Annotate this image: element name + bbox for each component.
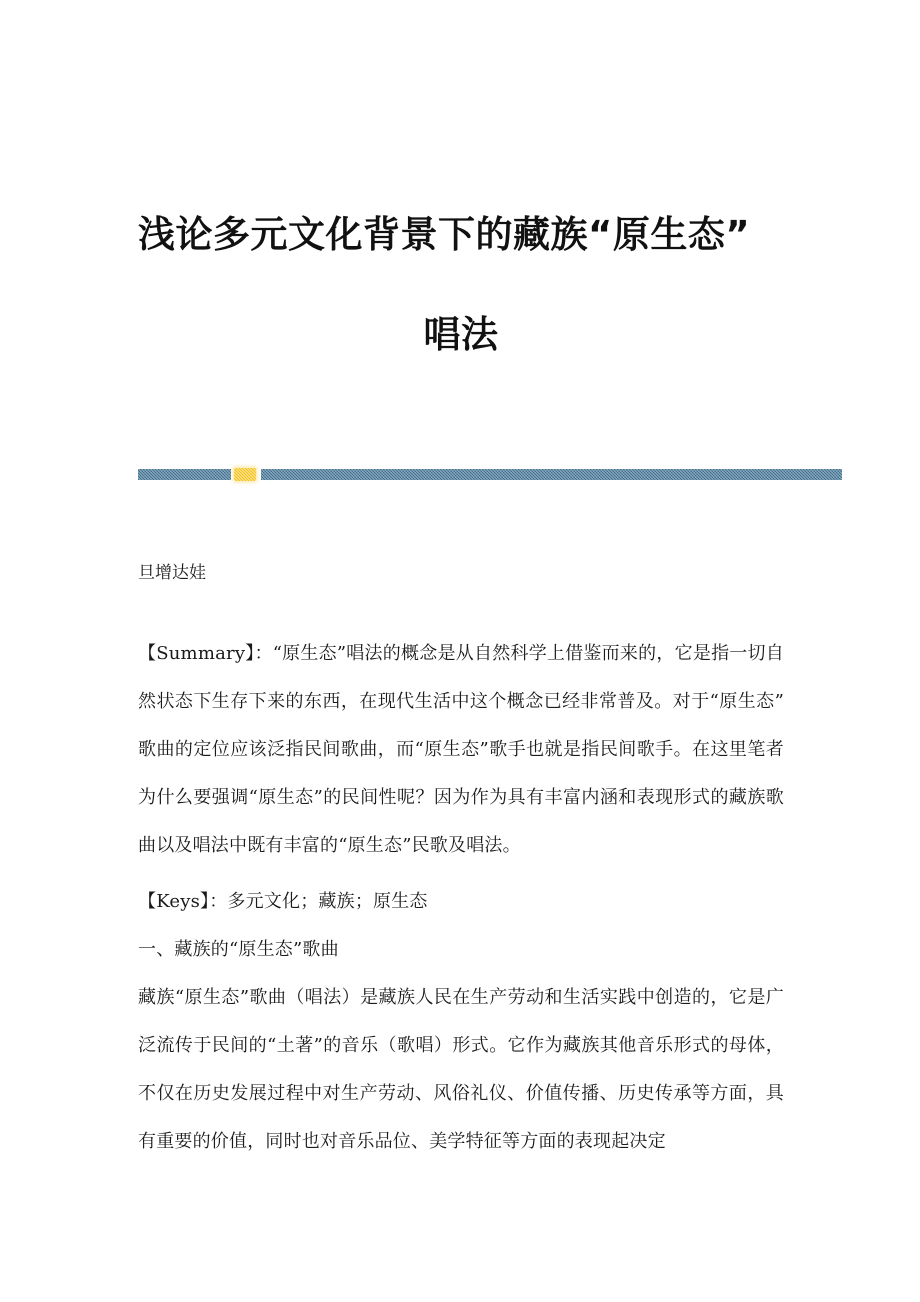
section-heading: 一、藏族的“原生态”歌曲 bbox=[138, 939, 339, 960]
page-title-line-2: 唱法 bbox=[423, 313, 499, 356]
divider-bar-left-segment bbox=[138, 469, 231, 480]
page-title-line-1: 浅论多元文化背景下的藏族“原生态” bbox=[138, 213, 751, 256]
gold-square-ornament-icon bbox=[234, 468, 256, 481]
author-name: 旦增达娃 bbox=[138, 563, 206, 583]
divider-bar-right-segment bbox=[261, 469, 842, 480]
body-paragraph: 藏族“原生态”歌曲（唱法）是藏族人民在生产劳动和生活实践中创造的，它是广泛流传于民间的“土著”的音乐（歌唱）形式。它作为藏族其他音乐形式的母体，不仅在历史发展过程中对生产劳动、风俗礼仪、价值传播、历史传承等方面，具有重要的价值，同时也对音乐品位、美学特征等方面的表现起决定 bbox=[138, 987, 784, 1152]
keywords-line: 【Keys】：多元文化；藏族；原生态 bbox=[138, 891, 428, 912]
abstract-paragraph: 【Summary】：“原生态”唱法的概念是从自然科学上借鉴而来的，它是指一切自然状态下生存下来的东西，在现代生活中这个概念已经非常普及。对于“原生态”歌曲的定位应该泛指民间歌曲，而“原生态”歌手也就是指民间歌手。在这里笔者为什么要强调“原生态”的民间性呢？因为作为具有丰富内涵和表现形式的藏族歌曲以及唱法中既有丰富的“原生态”民歌及唱法。 bbox=[138, 643, 784, 856]
decorative-divider bbox=[138, 468, 842, 481]
